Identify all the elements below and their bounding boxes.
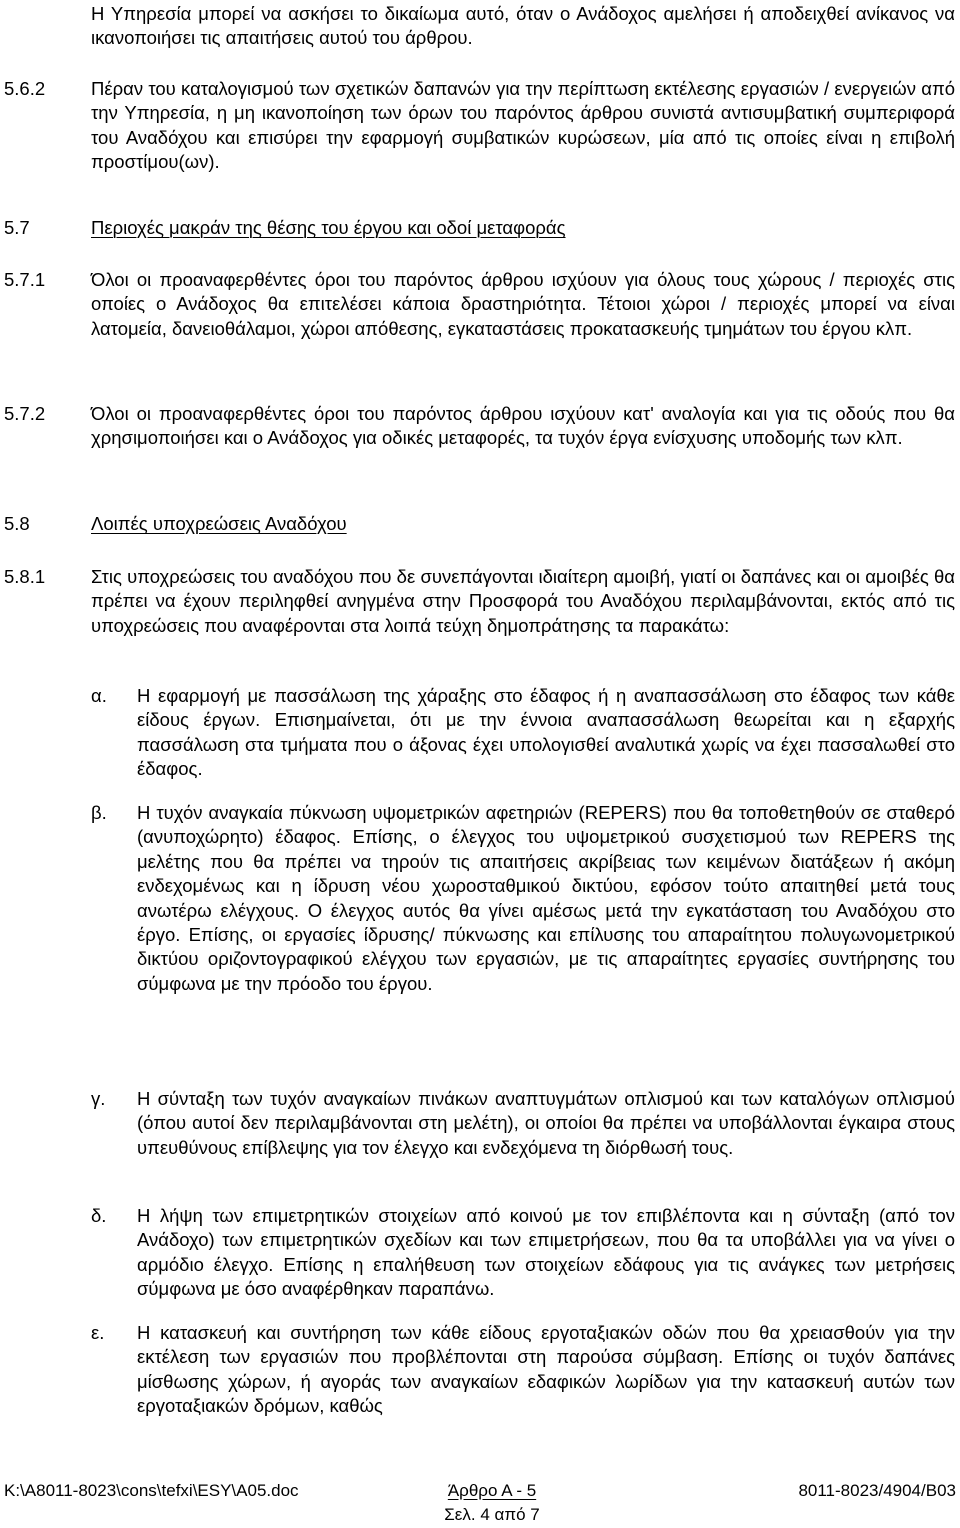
list-item-label: α.	[91, 685, 107, 706]
section-5-7-title: Περιοχές μακράν της θέσης του έργου και οδοί μεταφοράς	[91, 217, 566, 238]
section-5-7-1-text: Όλοι οι προαναφερθέντες όροι του παρόντος άρθρου ισχύουν για όλους τους χώρους / περιοχές στις οποίες ο Ανάδοχος θα επιτελέσει κάποια δραστηριότητα. Τέτοιοι χώροι / περιοχές μπορεί να είναι λατομεία, δανειοθάλαμοι, χώροι απόθεσης, εγκαταστάσεις προκατασκευής τμημάτων του έργου κλπ.	[91, 269, 955, 339]
list-item-c	[91, 1087, 955, 1160]
footer-article: Άρθρο Α - 5	[447, 1481, 537, 1500]
section-5-8-heading	[91, 512, 955, 536]
section-5-6-2-text: Πέραν του καταλογισμού των σχετικών δαπανών για την περίπτωση εκτέλεσης εργασιών / ενεργειών από την Υπηρεσία, η μη ικανοποίηση των όρων του παρόντος άρθρου συνιστά αντισυμβατική συμπεριφορά του Αναδόχου και επισύρει την εφαρμογή συμβατικών κυρώσεων, μία από τις οποίες είναι η επιβολή προστίμου(ων).	[91, 78, 955, 173]
footer-center	[432, 1479, 552, 1528]
section-number-5-6-2: 5.6.2	[4, 78, 46, 99]
section-number-5-8-1: 5.8.1	[4, 566, 46, 587]
footer-document-code: 8011-8023/4904/B03	[798, 1481, 956, 1500]
list-item-text: Η εφαρμογή με πασσάλωση της χάραξης στο έδαφος ή η αναπασσάλωση στο έδαφος των κάθε είδους έργων. Επισημαίνεται, ότι με την έννοια αναπασσάλωση θεωρείται και η εξαρχής πασσάλωση στα τμήματα που ο άξονας έχει υπολογισθεί αναλυτικά χωρίς να έχει πασσαλωθεί στο έδαφος.	[137, 685, 955, 780]
section-number-5-8: 5.8	[4, 513, 30, 534]
list-item-b	[91, 801, 955, 996]
intro-paragraph: Η Υπηρεσία μπορεί να ασκήσει το δικαίωμα αυτό, όταν ο Ανάδοχος αμελήσει ή αποδειχθεί ανίκανος να ικανοποιήσει τις απαιτήσεις αυτού του άρθρου.	[91, 3, 955, 49]
list-item-text: Η λήψη των επιμετρητικών στοιχείων από κοινού με τον επιβλέποντα και η σύνταξη (από τον Ανάδοχο) των επιμετρητικών σχεδίων και των επιμετρήσεων, που θα τα υποβάλλει για να γίνει ο αρμόδιο έλεγχο. Επίσης η επαλήθευση των στοιχείων εδάφους για τις ανάγκες των μετρήσεις σύμφωνα με όσο αναφέρθηκαν παραπάνω.	[137, 1205, 955, 1300]
list-item-text: Η τυχόν αναγκαία πύκνωση υψομετρικών αφετηριών (REPERS) που θα τοποθετηθούν σε σταθερό (ανυποχώρητο) έδαφος. Επίσης, ο έλεγχος του υψομετρικού συσχετισμού των REPERS της μελέτης που θα πρέπει να τηρούν τις απαιτήσεις ακρίβειας των κειμένων διατάξεων ή ακόμη ενδεχομένως και η ίδρυση νέου χωροσταθμικού δικτύου, εφόσον τούτο απαιτηθεί μετά τους ανωτέρω ελέγχους. Ο έλεγχος αυτός θα γίνει αμέσως μετά την εγκατάσταση του Αναδόχου στο έργο. Επίσης, οι εργασίες ίδρυσης/ πύκνωσης και επίλυσης του απαραίτητου πολυγωνομετρικού δικτύου οριζοντογραφικού ελέγχου των εργασιών, με τις απαραίτητες εργασίες συντήρησης του σύμφωνα με την πρόοδο του έργου.	[137, 802, 955, 994]
list-item-d	[91, 1204, 955, 1302]
list-item-label: γ.	[91, 1088, 106, 1109]
list-item-text: Η σύνταξη των τυχόν αναγκαίων πινάκων αναπτυγμάτων οπλισμού και των καταλόγων οπλισμού (όπου αυτοί δεν περιλαμβάνονται στη μελέτη), οι οποίοι θα πρέπει να υποβάλλονται έγκαιρα στους υπευθύνους επίβλεψης για τον έλεγχο και ενδεχόμενα τη διόρθωσή τους.	[137, 1088, 955, 1158]
section-5-7-2-text: Όλοι οι προαναφερθέντες όροι του παρόντος άρθρου ισχύουν κατ' αναλογία και για τις οδούς που θα χρησιμοποιήσει και ο Ανάδοχος για οδικές μεταφορές, τα τυχόν έργα ενίσχυσης υποδομής των κλπ.	[91, 403, 955, 449]
section-5-8-1-text: Στις υποχρεώσεις του αναδόχου που δε συνεπάγονται ιδιαίτερη αμοιβή, γιατί οι δαπάνες και οι αμοιβές θα πρέπει να έχουν περιληφθεί ανηγμένα στην Προσφορά του Αναδόχου περιλαμβάνονται, εκτός από τις υποχρεώσεις που αναφέρονται στα λοιπά τεύχη δημοπράτησης τα παρακάτω:	[91, 566, 955, 636]
list-item-a	[91, 684, 955, 782]
footer-file-path: K:\A8011-8023\cons\tefxi\ESY\A05.doc	[4, 1481, 299, 1500]
list-item-e	[91, 1321, 955, 1419]
list-item-text: Η κατασκευή και συντήρηση των κάθε είδους εργοταξιακών οδών που θα χρειασθούν για την εκτέλεση των εργασιών που προβλέπονται στη παρούσα σύμβαση. Επίσης οι τυχόν δαπάνες μίσθωσης χώρων, ή αγοράς των αναγκαίων εδαφικών λωρίδων για την κατασκευή αυτών των εργοταξιακών δρόμων, καθώς	[137, 1322, 955, 1417]
list-item-label: ε.	[91, 1322, 105, 1343]
section-number-5-7: 5.7	[4, 217, 30, 238]
list-item-label: δ.	[91, 1205, 107, 1226]
section-number-5-7-2: 5.7.2	[4, 403, 46, 424]
section-5-8-title: Λοιπές υποχρεώσεις Αναδόχου	[91, 513, 347, 534]
footer-page-number: Σελ. 4 από 7	[444, 1505, 540, 1525]
section-5-7-heading	[91, 216, 955, 240]
section-number-5-7-1: 5.7.1	[4, 269, 46, 290]
list-item-label: β.	[91, 802, 107, 823]
